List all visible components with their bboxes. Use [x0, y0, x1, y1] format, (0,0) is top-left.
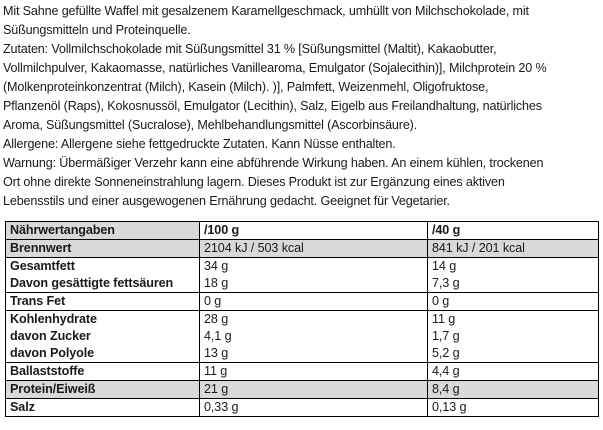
warning-line: Lebensstils und einer ausgewogenen Ernährung gedacht. Geeignet für Vegetarier. [3, 194, 450, 208]
nutrient-name: Salz [10, 400, 35, 414]
ingredients-line: Zutaten: Vollmilchschokolade mit Süßungsmittel 31 % [Süßungsmittel (Maltit), Kakaobutter, [3, 42, 497, 56]
value-per-40g-cell [428, 399, 599, 417]
warning-line: Warnung: Übermäßiger Verzehr kann eine abführende Wirkung haben. An einem kühlen, trockenen [3, 156, 544, 170]
table-header-row [6, 222, 599, 240]
value-per-100g: 11 g [204, 364, 228, 378]
description-line: Süßungsmitteln und Proteinquelle. [3, 23, 191, 37]
nutrient-name: Brennwert [10, 241, 72, 255]
value-per-100g: 21 g [204, 382, 229, 396]
nutrient-name-cell [6, 399, 200, 417]
value-per-40g: 8,4 g [432, 382, 460, 396]
value-per-40g: 1,7 g [432, 329, 460, 343]
ingredients-line: Vollmilchpulver, Kakaomasse, natürliches Vanillearoma, Emulgator (Sojalecithin)], Milchprotein 20 % [3, 61, 547, 75]
nutrition-table [5, 221, 599, 417]
value-per-40g-cell [428, 240, 599, 258]
value-per-100g-cell [200, 363, 428, 381]
nutrient-name-cell [6, 240, 200, 258]
value-per-40g-cell [428, 258, 599, 293]
value-per-100g: 28 g [204, 312, 229, 326]
nutrition-table-body [6, 240, 599, 417]
value-per-40g-cell [428, 363, 599, 381]
table-row [6, 293, 599, 311]
value-per-40g: 0,13 g [432, 400, 467, 414]
value-per-100g-cell [200, 311, 428, 363]
nutrient-name-cell [6, 381, 200, 399]
value-per-40g-cell [428, 311, 599, 363]
value-per-40g: 841 kJ / 201 kcal [432, 241, 525, 255]
value-per-100g: 0 g [204, 294, 222, 308]
nutrient-name: Davon gesättigte fettsäuren [10, 276, 174, 290]
nutrient-name-cell [6, 258, 200, 293]
value-per-100g-cell [200, 381, 428, 399]
header-per-100g: /100 g [200, 222, 428, 240]
value-per-40g: 0 g [432, 294, 450, 308]
value-per-100g: 4,1 g [204, 329, 232, 343]
value-per-40g: 14 g [432, 259, 457, 273]
table-row [6, 363, 599, 381]
table-row [6, 258, 599, 293]
warning-line: Ort ohne direkte Sonneneinstrahlung lagern. Dieses Produkt ist zur Ergänzung eines aktiven [3, 175, 505, 189]
table-row [6, 399, 599, 417]
value-per-100g: 2104 kJ / 503 kcal [204, 241, 304, 255]
table-row [6, 381, 599, 399]
table-row [6, 240, 599, 258]
value-per-100g: 34 g [204, 259, 229, 273]
value-per-100g: 18 g [204, 276, 229, 290]
value-per-40g-cell [428, 293, 599, 311]
ingredients-line: Pflanzenöl (Raps), Kokosnussöl, Emulgator (Lecithin), Salz, Eigelb aus Freilandhaltung, natürliches [3, 99, 542, 113]
nutrient-name-cell [6, 363, 200, 381]
nutrient-name: Kohlenhydrate [10, 312, 97, 326]
nutrient-name: davon Zucker [10, 329, 91, 343]
value-per-100g-cell [200, 240, 428, 258]
value-per-100g: 13 g [204, 346, 229, 360]
allergens-line: Allergene: Allergene siehe fettgedruckte Zutaten. Kann Nüsse enthalten. [3, 137, 396, 151]
value-per-40g-cell [428, 381, 599, 399]
value-per-40g: 11 g [432, 312, 456, 326]
value-per-100g-cell [200, 293, 428, 311]
description-line: Mit Sahne gefüllte Waffel mit gesalzenem Karamellgeschmack, umhüllt von Milchschokolade, mit [3, 4, 529, 18]
value-per-40g: 5,2 g [432, 346, 460, 360]
nutrient-name: Trans Fet [10, 294, 66, 308]
nutrient-name: davon Polyole [10, 346, 95, 360]
nutrient-name: Protein/Eiweiß [10, 382, 96, 396]
nutrient-name: Ballaststoffe [10, 364, 85, 378]
value-per-100g-cell [200, 258, 428, 293]
value-per-100g: 0,33 g [204, 400, 239, 414]
product-description [3, 2, 601, 211]
header-nutrient: Nährwertangaben [6, 222, 200, 240]
ingredients-line: Aroma, Süßungsmittel (Sucralose), Mehlbehandlungsmittel (Ascorbinsäure). [3, 118, 418, 132]
value-per-100g-cell [200, 399, 428, 417]
nutrient-name-cell [6, 293, 200, 311]
nutrient-name-cell [6, 311, 200, 363]
table-row [6, 311, 599, 363]
header-per-40g: /40 g [428, 222, 599, 240]
value-per-40g: 7,3 g [432, 276, 460, 290]
nutrient-name: Gesamtfett [10, 259, 75, 273]
ingredients-line: (Molkenproteinkonzentrat (Milch), Kasein (Milch). )], Palmfett, Weizenmehl, Oligofruktose, [3, 80, 489, 94]
value-per-40g: 4,4 g [432, 364, 460, 378]
